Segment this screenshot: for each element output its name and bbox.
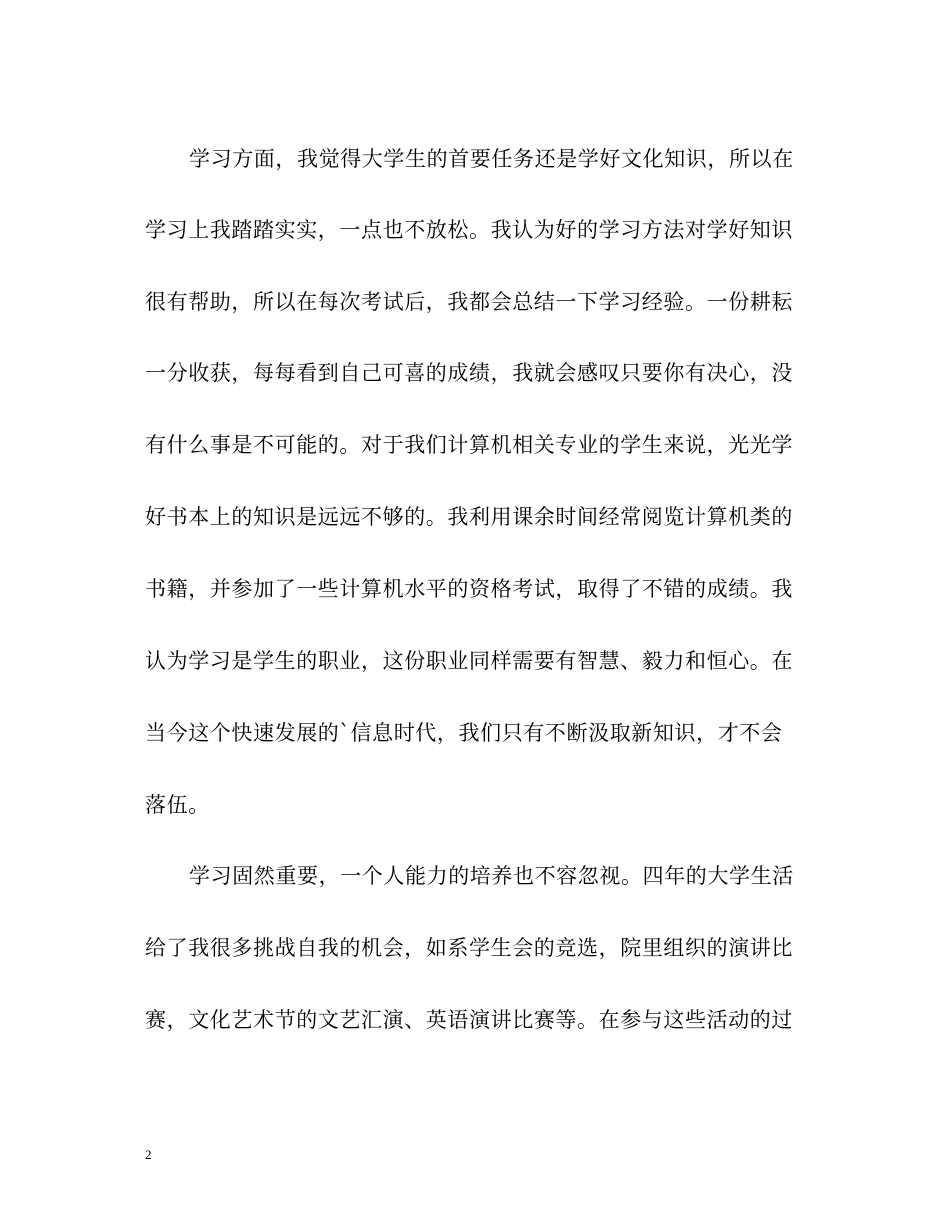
paragraph-2-line-3: 赛，文化艺术节的文艺汇演、英语演讲比赛等。在参与这些活动的过 [145, 1008, 793, 1032]
paragraph-2-line-2: 给了我很多挑战自我的机会，如系学生会的竞选，院里组织的演讲比 [145, 936, 793, 960]
page-number: 2 [145, 1147, 152, 1162]
paragraph-1-line-6: 好书本上的知识是远远不够的。我利用课余时间经常阅览计算机类的 [145, 505, 793, 529]
paragraph-1-line-8: 认为学习是学生的职业，这份职业同样需要有智慧、毅力和恒心。在 [145, 649, 793, 673]
paragraph-1-line-10: 落伍。 [145, 793, 210, 817]
paragraph-1-line-3: 很有帮助，所以在每次考试后，我都会总结一下学习经验。一份耕耘 [145, 290, 793, 314]
paragraph-1-line-5: 有什么事是不可能的。对于我们计算机相关专业的学生来说，光光学 [145, 433, 793, 457]
paragraph-1-line-2: 学习上我踏踏实实，一点也不放松。我认为好的学习方法对学好知识 [145, 218, 793, 242]
paragraph-1-line-4: 一分收获，每每看到自己可喜的成绩，我就会感叹只要你有决心，没 [145, 361, 793, 385]
paragraph-1-line-7: 书籍，并参加了一些计算机水平的资格考试，取得了不错的成绩。我 [145, 577, 793, 601]
paragraph-1-line-1: 学习方面，我觉得大学生的首要任务还是学好文化知识，所以在 [189, 147, 794, 171]
paragraph-2-line-1: 学习固然重要，一个人能力的培养也不容忽视。四年的大学生活 [189, 864, 794, 888]
paragraph-1-line-9: 当今这个快速发展的`信息时代，我们只有不断汲取新知识，才不会 [145, 721, 783, 745]
